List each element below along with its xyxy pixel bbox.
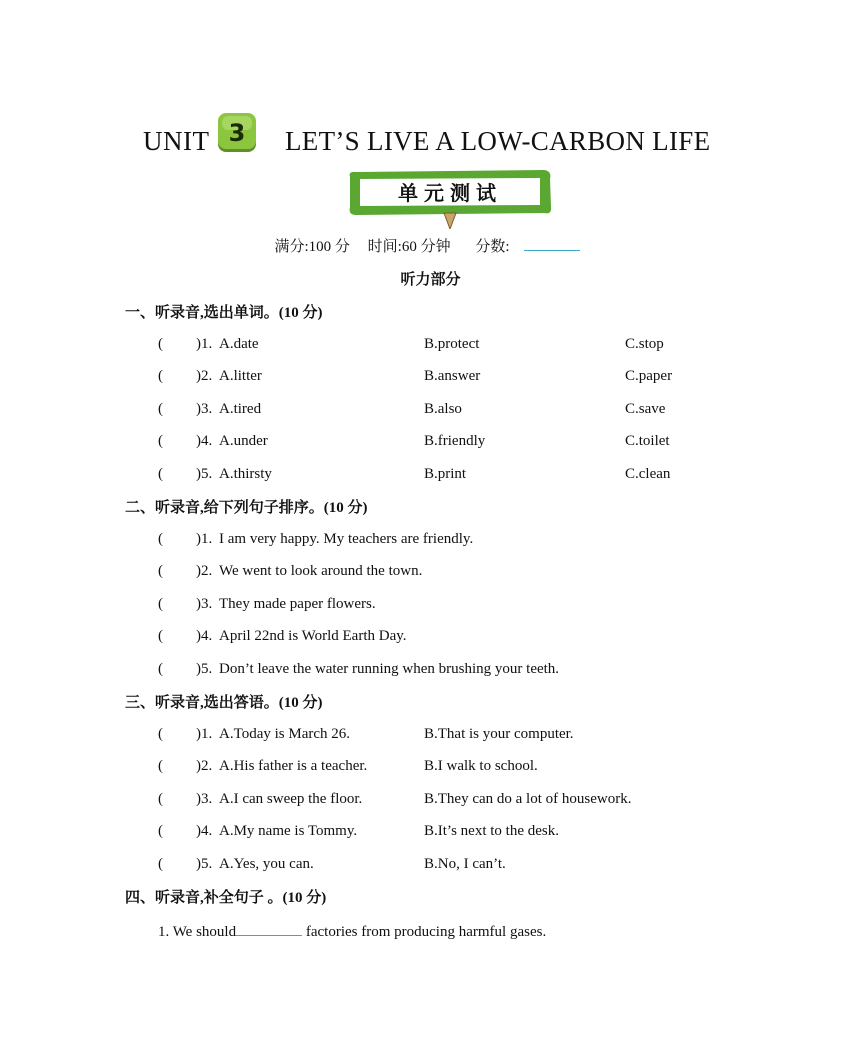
- section-3-title: 三、听录音,选出答语。(10 分): [125, 695, 323, 711]
- answer-paren[interactable]: (: [158, 336, 163, 352]
- sentence-text: They made paper flowers.: [219, 596, 376, 612]
- answer-paren[interactable]: (: [158, 823, 163, 839]
- question-number: )3.: [196, 401, 213, 417]
- option-c: C.clean: [625, 466, 671, 482]
- score-blank[interactable]: [524, 236, 580, 251]
- question-number: )5.: [196, 856, 213, 872]
- unit-title-row: [0, 112, 861, 162]
- option-a: A.date: [219, 336, 259, 352]
- sentence-text: Don’t leave the water running when brushing your teeth.: [219, 661, 560, 677]
- option-b: B.That is your computer.: [424, 726, 574, 742]
- option-a: A.My name is Tommy.: [219, 823, 358, 839]
- full-score: 满分:100 分: [274, 239, 350, 255]
- sentence-text: We went to look around the town.: [219, 563, 423, 579]
- answer-paren[interactable]: (: [158, 466, 163, 482]
- answer-paren[interactable]: (: [158, 596, 163, 612]
- answer-paren[interactable]: (: [158, 401, 163, 417]
- sentence-after: factories from producing harmful gases.: [302, 924, 547, 940]
- pencil-icon: [444, 213, 456, 229]
- option-b: B.It’s next to the desk.: [424, 823, 559, 839]
- option-c: C.paper: [625, 368, 673, 384]
- answer-paren[interactable]: (: [158, 368, 163, 384]
- time-limit: 时间:60 分钟: [367, 239, 451, 255]
- answer-paren[interactable]: (: [158, 531, 163, 547]
- question-number: )4.: [196, 628, 213, 644]
- option-a: A.His father is a teacher.: [219, 758, 368, 774]
- listening-part-title: 听力部分: [400, 272, 461, 288]
- option-a: A.Yes, you can.: [219, 856, 314, 872]
- option-b: B.No, I can’t.: [424, 856, 506, 872]
- question-number: )1.: [196, 336, 213, 352]
- option-b: B.answer: [424, 368, 481, 384]
- section-2-title: 二、听录音,给下列句子排序。(10 分): [125, 500, 368, 516]
- option-b: B.I walk to school.: [424, 758, 538, 774]
- option-a: A.I can sweep the floor.: [219, 791, 363, 807]
- unit-number: 3: [228, 119, 246, 147]
- score-time-line: [0, 235, 861, 256]
- unit-test-banner: [346, 167, 554, 229]
- question-number: )3.: [196, 791, 213, 807]
- answer-paren[interactable]: (: [158, 661, 163, 677]
- option-a: A.litter: [219, 368, 262, 384]
- question-number: )2.: [196, 368, 213, 384]
- question-number: )2.: [196, 563, 213, 579]
- answer-paren[interactable]: (: [158, 791, 163, 807]
- score-label: 分数:: [475, 239, 510, 255]
- option-b: B.They can do a lot of housework.: [424, 791, 632, 807]
- question-number: )5.: [196, 661, 213, 677]
- score-field: [468, 239, 586, 255]
- answer-paren[interactable]: (: [158, 856, 163, 872]
- option-b: B.friendly: [424, 433, 486, 449]
- question-number: )1.: [196, 531, 213, 547]
- section-4-title: 四、听录音,补全句子 。(10 分): [125, 890, 327, 906]
- option-b: B.protect: [424, 336, 480, 352]
- option-a: A.tired: [219, 401, 262, 417]
- unit-heading: LET’S LIVE A LOW-CARBON LIFE: [285, 126, 711, 156]
- option-b: B.also: [424, 401, 462, 417]
- answer-blank[interactable]: [236, 921, 302, 936]
- option-c: C.save: [625, 401, 666, 417]
- question-number: )4.: [196, 823, 213, 839]
- option-a: A.Today is March 26.: [219, 726, 351, 742]
- sentence-text: April 22nd is World Earth Day.: [219, 628, 407, 644]
- unit-number-badge: [216, 112, 258, 154]
- question-number: )3.: [196, 596, 213, 612]
- unit-label: UNIT: [143, 126, 210, 156]
- sentence-before: 1. We should: [158, 924, 237, 940]
- option-c: C.toilet: [625, 433, 670, 449]
- question-number: )5.: [196, 466, 213, 482]
- answer-paren[interactable]: (: [158, 433, 163, 449]
- answer-paren[interactable]: (: [158, 628, 163, 644]
- option-b: B.print: [424, 466, 467, 482]
- option-c: C.stop: [625, 336, 664, 352]
- banner-text: 单元测试: [398, 181, 502, 205]
- fill-in-sentence: [158, 921, 546, 941]
- question-number: )1.: [196, 726, 213, 742]
- option-a: A.under: [219, 433, 268, 449]
- option-a: A.thirsty: [219, 466, 272, 482]
- question-number: )2.: [196, 758, 213, 774]
- answer-paren[interactable]: (: [158, 563, 163, 579]
- section-1-title: 一、听录音,选出单词。(10 分): [125, 305, 323, 321]
- answer-paren[interactable]: (: [158, 758, 163, 774]
- question-number: )4.: [196, 433, 213, 449]
- sentence-text: I am very happy. My teachers are friendly.: [219, 531, 474, 547]
- answer-paren[interactable]: (: [158, 726, 163, 742]
